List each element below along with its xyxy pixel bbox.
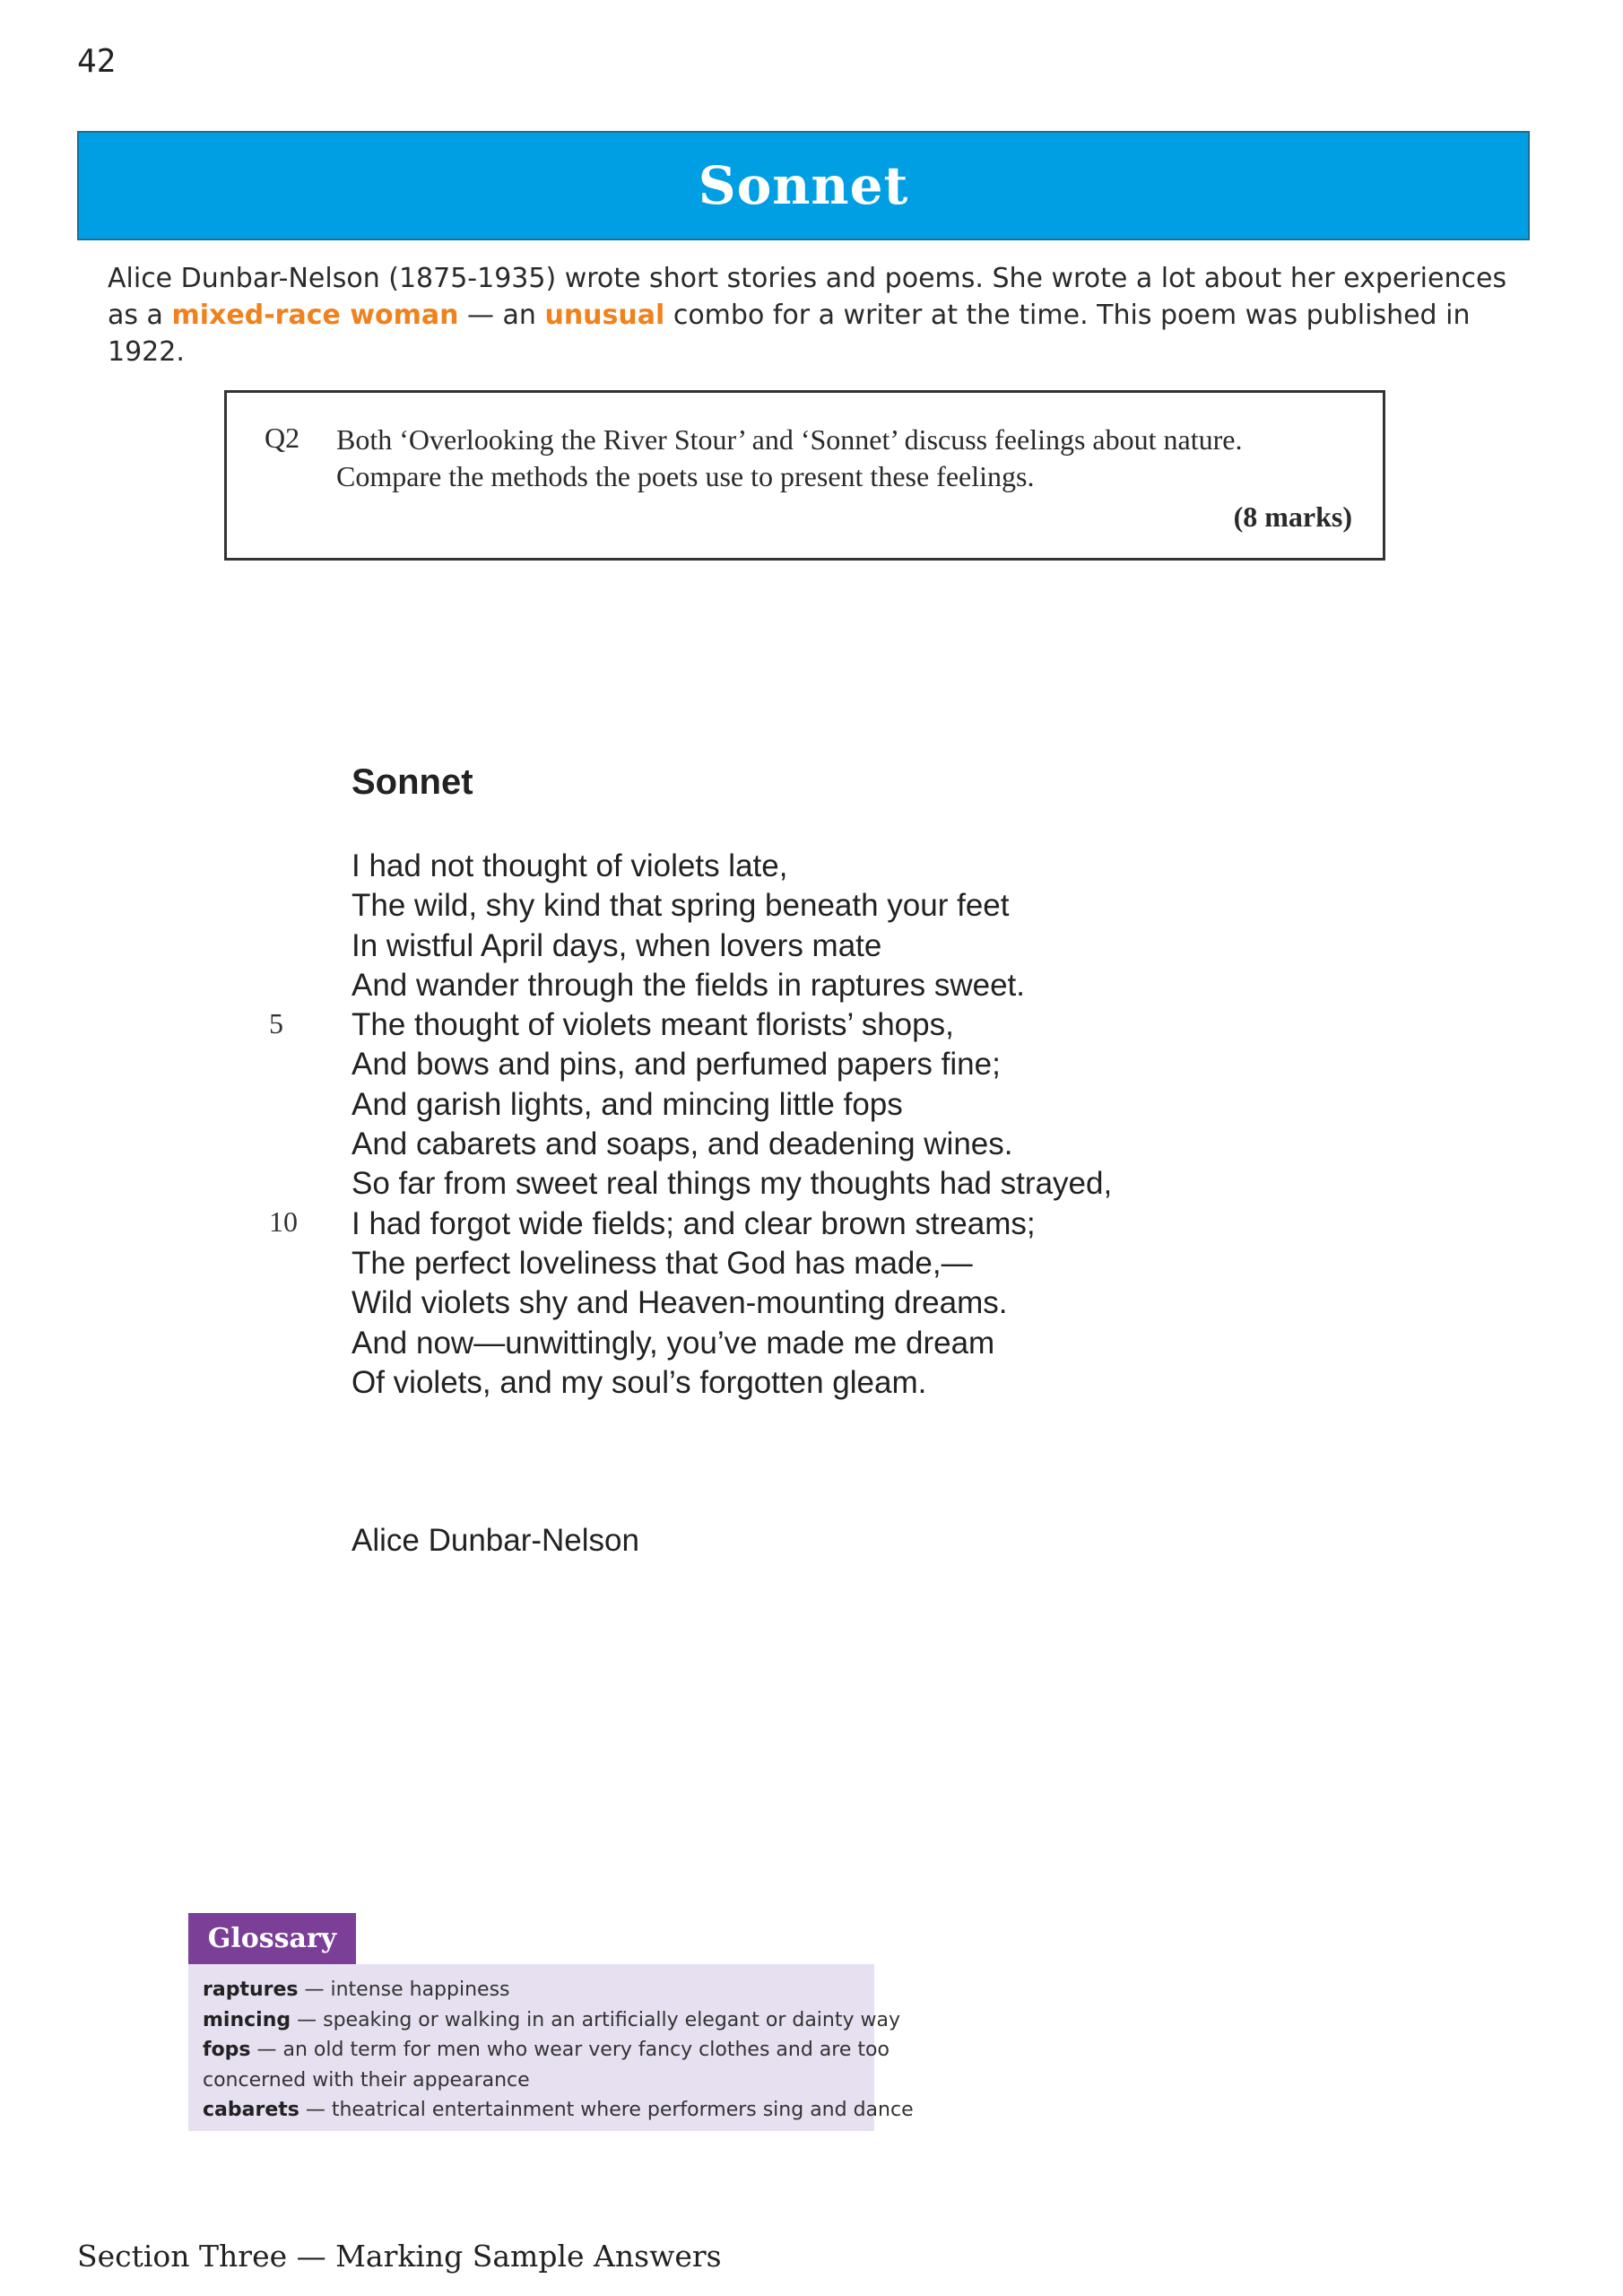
page-number: 42 xyxy=(77,43,117,80)
glossary-term: cabarets xyxy=(203,2099,299,2121)
poem-line: The wild, shy kind that spring beneath your feet xyxy=(352,888,1010,924)
poem-line: And garish lights, and mincing little fops xyxy=(352,1086,903,1122)
glossary-definition: — theatrical entertainment where performers sing and dance xyxy=(299,2099,914,2121)
intro-highlight-unusual: unusual xyxy=(544,300,665,331)
glossary-term: mincing xyxy=(203,2008,291,2031)
poem-line: I had not thought of violets late, xyxy=(352,848,788,883)
glossary-box xyxy=(188,1964,914,2131)
intro-paragraph xyxy=(108,260,1524,370)
glossary-entry xyxy=(203,1975,860,2005)
intro-text-1: Alice Dunbar-Nelson (1875-1935) wrote short stories and poems. She wrote a lot about her experiences as a xyxy=(108,263,1507,331)
question-label: Q2 xyxy=(265,422,300,454)
poem-line: The thought of violets meant florists’ shops, xyxy=(352,1007,954,1043)
glossary-entry xyxy=(203,2066,860,2096)
page-title: Sonnet xyxy=(698,155,909,216)
section-footer: Section Three — Marking Sample Answers xyxy=(77,2239,722,2274)
poem-line: Of violets, and my soul’s forgotten gleam. xyxy=(352,1364,927,1400)
poem-line: In wistful April days, when lovers mate xyxy=(352,927,882,963)
line-number-10: 10 xyxy=(269,1205,298,1238)
glossary-definition: — intense happiness xyxy=(298,1979,510,2001)
question-box xyxy=(224,390,1385,561)
poem-line: And cabarets and soaps, and deadening wines. xyxy=(352,1126,1013,1162)
glossary-term: raptures xyxy=(203,1979,299,2001)
intro-text-2: — an xyxy=(458,300,545,331)
poem-line: The perfect loveliness that God has made,— xyxy=(352,1245,973,1281)
glossary-entry xyxy=(203,2005,900,2036)
poem-line: I had forgot wide fields; and clear brown streams; xyxy=(352,1205,1036,1241)
intro-highlight-mixed-race: mixed-race woman xyxy=(171,300,459,331)
glossary-definition: — speaking or walking in an artificially elegant or dainty way xyxy=(291,2008,900,2031)
poem-line: So far from sweet real things my thoughts had strayed, xyxy=(352,1166,1113,1202)
poem-line: And wander through the fields in raptures sweet. xyxy=(352,967,1025,1003)
question-marks: (8 marks) xyxy=(1233,500,1352,533)
poem-line: And now—unwittingly, you’ve made me dream xyxy=(352,1325,995,1361)
glossary-definition: — an old term for men who wear very fancy clothes and are too xyxy=(250,2039,890,2061)
glossary-entry xyxy=(203,2035,890,2066)
poem-author: Alice Dunbar-Nelson xyxy=(352,1523,639,1558)
poem-title: Sonnet xyxy=(352,762,473,802)
glossary-entry xyxy=(203,2095,914,2126)
question-text: Both ‘Overlooking the River Stour’ and ‘Sonnet’ discuss feelings about nature. Compare the methods the poets use to present these feelings. xyxy=(336,423,1243,492)
poem-body xyxy=(352,847,1112,1403)
poem-line: And bows and pins, and perfumed papers fine; xyxy=(352,1047,1001,1083)
intro-text-3: combo for a writer at the time. This poem was published in 1922. xyxy=(108,300,1471,368)
glossary-definition: concerned with their appearance xyxy=(203,2068,530,2092)
glossary-term: fops xyxy=(203,2039,251,2061)
title-banner xyxy=(77,131,1530,240)
glossary-heading: Glossary xyxy=(188,1913,356,1964)
line-number-5: 5 xyxy=(269,1007,283,1039)
poem-line: Wild violets shy and Heaven-mounting dreams. xyxy=(352,1285,1008,1321)
